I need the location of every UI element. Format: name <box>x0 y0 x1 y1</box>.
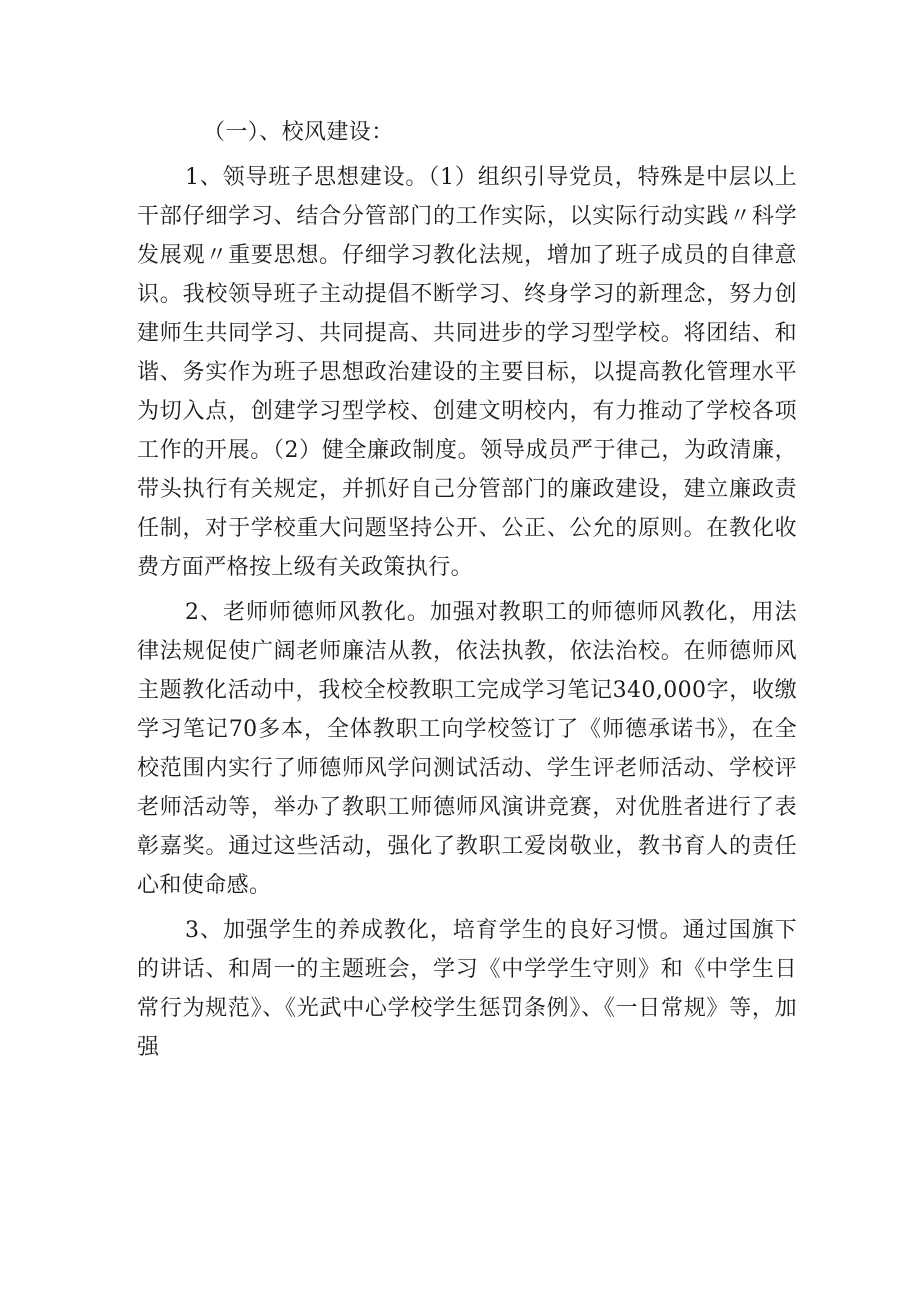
paragraph-student-habits: 3、加强学生的养成教化，培育学生的良好习惯。通过国旗下的讲话、和周一的主题班会，学习《中学学生守则》和《中学生日常行为规范》、《光武中心学校学生惩罚条例》、《一日常规》等，加强 <box>137 918 797 1060</box>
section-heading: （一）、校风建设： <box>203 120 394 145</box>
paragraph-teacher-ethics: 2、老师师德师风教化。加强对教职工的师德师风教化，用法律法规促使广阔老师廉洁从教，依法执教，依法治校。在师德师风主题教化活动中，我校全校教职工完成学习笔记340,000字，收缴学习笔记70多本，全体教职工向学校签订了《师德承诺书》，在全校范围内实行了师德师风学问测试活动、学生评老师活动、学校评老师活动等，举办了教职工师德师风演讲竞赛，对优胜者进行了表彰嘉奖。通过这些活动，强化了教职工爱岗敬业，教书育人的责任心和使命感。 <box>137 600 797 898</box>
document-body <box>137 113 797 1073</box>
paragraph-leadership: 1、领导班子思想建设。（1）组织引导党员，特殊是中层以上干部仔细学习、结合分管部门的工作实际，以实际行动实践〃科学发展观〃重要思想。仔细学习教化法规，增加了班子成员的自律意识。我校领导班子主动提倡不断学习、终身学习的新理念，努力创建师生共同学习、共同提高、共同进步的学习型学校。将团结、和谐、务实作为班子思想政治建设的主要目标，以提高教化管理水平为切入点，创建学习型学校、创建文明校内，有力推动了学校各项工作的开展。（2）健全廉政制度。领导成员严于律己，为政清廉，带头执行有关规定，并抓好自己分管部门的廉政建设，建立廉政责任制，对于学校重大问题坚持公开、公正、公允的原则。在教化收费方面严格按上级有关政策执行。 <box>137 165 797 580</box>
